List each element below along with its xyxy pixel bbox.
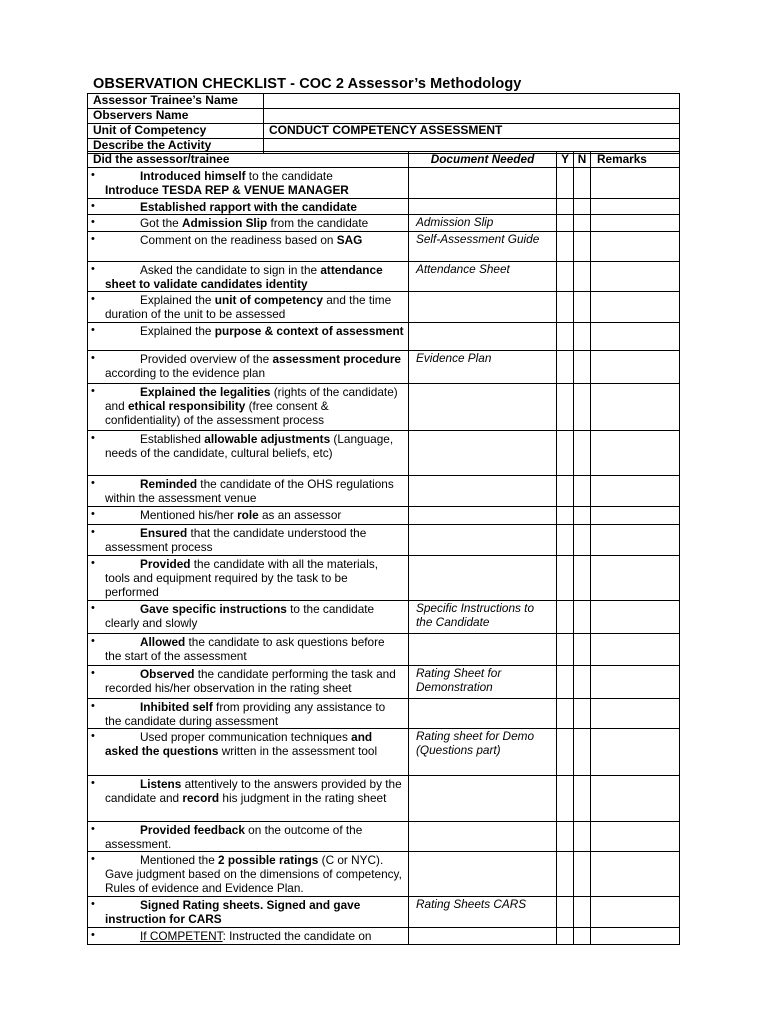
bullet-icon: • <box>91 293 95 305</box>
yes-checkbox-cell[interactable] <box>557 431 574 476</box>
yes-checkbox-cell[interactable] <box>557 776 574 822</box>
checklist-item-text: • Reminded the candidate of the OHS regulations within the assessment venue <box>88 476 409 507</box>
unit-of-competency-value: CONDUCT COMPETENCY ASSESSMENT <box>264 124 680 139</box>
document-needed-cell <box>409 634 557 666</box>
no-checkbox-cell[interactable] <box>574 168 591 199</box>
checklist-item-text: • Listens attentively to the answers provided by the candidate and record his judgment in the rating sheet <box>88 776 409 822</box>
remarks-cell[interactable] <box>591 323 680 351</box>
checklist-item-text: • Ensured that the candidate understood the assessment process <box>88 525 409 556</box>
assessor-name-field[interactable] <box>264 94 680 109</box>
checklist-item-text: • Provided the candidate with all the materials, tools and equipment required by the task to be performed <box>88 556 409 601</box>
bullet-icon: • <box>91 777 95 789</box>
checklist-header-row <box>88 152 680 168</box>
no-checkbox-cell[interactable] <box>574 897 591 928</box>
remarks-cell[interactable] <box>591 928 680 945</box>
no-checkbox-cell[interactable] <box>574 476 591 507</box>
yes-checkbox-cell[interactable] <box>557 262 574 292</box>
info-row-unit <box>88 124 680 139</box>
remarks-cell[interactable] <box>591 199 680 215</box>
yes-checkbox-cell[interactable] <box>557 507 574 525</box>
yes-checkbox-cell[interactable] <box>557 323 574 351</box>
remarks-cell[interactable] <box>591 634 680 666</box>
bullet-icon: • <box>91 929 95 941</box>
bullet-icon: • <box>91 432 95 444</box>
remarks-cell[interactable] <box>591 699 680 729</box>
document-needed-cell: Rating Sheets CARS <box>409 897 557 928</box>
checklist-row <box>88 215 680 232</box>
checklist-item-text: • Established rapport with the candidate <box>88 199 409 215</box>
remarks-cell[interactable] <box>591 351 680 384</box>
yes-checkbox-cell[interactable] <box>557 525 574 556</box>
did-assessor-header: Did the assessor/trainee <box>88 152 409 168</box>
bullet-icon: • <box>91 233 95 245</box>
checklist-row <box>88 928 680 945</box>
checklist-item-text: • Used proper communication techniques and asked the questions written in the assessment tool <box>88 729 409 776</box>
checklist-row <box>88 556 680 601</box>
no-checkbox-cell[interactable] <box>574 215 591 232</box>
no-checkbox-cell[interactable] <box>574 852 591 897</box>
yes-checkbox-cell[interactable] <box>557 232 574 262</box>
yes-checkbox-cell[interactable] <box>557 199 574 215</box>
info-row-assessor <box>88 94 680 109</box>
yes-checkbox-cell[interactable] <box>557 476 574 507</box>
document-needed-cell <box>409 292 557 323</box>
no-checkbox-cell[interactable] <box>574 634 591 666</box>
bullet-icon: • <box>91 526 95 538</box>
yes-checkbox-cell[interactable] <box>557 897 574 928</box>
unit-of-competency-label: Unit of Competency <box>88 124 264 139</box>
checklist-row <box>88 384 680 431</box>
document-needed-cell: Specific Instructions to the Candidate <box>409 601 557 634</box>
document-needed-cell: Rating sheet for Demo (Questions part) <box>409 729 557 776</box>
checklist-item-text: • Signed Rating sheets. Signed and gave instruction for CARS <box>88 897 409 928</box>
yes-checkbox-cell[interactable] <box>557 351 574 384</box>
info-table <box>87 93 680 154</box>
document-needed-cell <box>409 168 557 199</box>
document-needed-cell: Rating Sheet for Demonstration <box>409 666 557 699</box>
remarks-cell[interactable] <box>591 168 680 199</box>
document-needed-cell <box>409 507 557 525</box>
no-checkbox-cell[interactable] <box>574 262 591 292</box>
bullet-icon: • <box>91 557 95 569</box>
checklist-item-text: • Explained the legalities (rights of the candidate) and ethical responsibility (free consent & confidentiality) of the assessment process <box>88 384 409 431</box>
bullet-icon: • <box>91 200 95 212</box>
yes-checkbox-cell[interactable] <box>557 699 574 729</box>
bullet-icon: • <box>91 169 95 181</box>
checklist-item-text: • Inhibited self from providing any assistance to the candidate during assessment <box>88 699 409 729</box>
checklist-item-text: • Mentioned the 2 possible ratings (C or NYC). Gave judgment based on the dimensions of competency, Rules of evidence and Evidence Plan. <box>88 852 409 897</box>
no-checkbox-cell[interactable] <box>574 431 591 476</box>
document-needed-header: Document Needed <box>409 152 557 168</box>
page-title: OBSERVATION CHECKLIST - COC 2 Assessor’s Methodology <box>93 76 522 92</box>
checklist-item-text: • Mentioned his/her role as an assessor <box>88 507 409 525</box>
no-checkbox-cell[interactable] <box>574 384 591 431</box>
checklist-table <box>87 151 680 945</box>
checklist-item-text: • Comment on the readiness based on SAG <box>88 232 409 262</box>
bullet-icon: • <box>91 823 95 835</box>
remarks-cell[interactable] <box>591 729 680 776</box>
checklist-row <box>88 634 680 666</box>
checklist-item-text: • Allowed the candidate to ask questions before the start of the assessment <box>88 634 409 666</box>
bullet-icon: • <box>91 385 95 397</box>
yes-checkbox-cell[interactable] <box>557 852 574 897</box>
remarks-cell[interactable] <box>591 822 680 852</box>
remarks-cell[interactable] <box>591 776 680 822</box>
yes-checkbox-cell[interactable] <box>557 666 574 699</box>
checklist-row <box>88 232 680 262</box>
bullet-icon: • <box>91 700 95 712</box>
checklist-item-text: • Introduced himself to the candidate Introduce TESDA REP & VENUE MANAGER <box>88 168 409 199</box>
document-needed-cell: Evidence Plan <box>409 351 557 384</box>
document-needed-cell <box>409 776 557 822</box>
bullet-icon: • <box>91 216 95 228</box>
no-checkbox-cell[interactable] <box>574 351 591 384</box>
no-checkbox-cell[interactable] <box>574 199 591 215</box>
checklist-row <box>88 351 680 384</box>
remarks-cell[interactable] <box>591 525 680 556</box>
document-needed-cell <box>409 525 557 556</box>
bullet-icon: • <box>91 853 95 865</box>
yes-checkbox-cell[interactable] <box>557 292 574 323</box>
checklist-row <box>88 507 680 525</box>
checklist-item-text: • Observed the candidate performing the task and recorded his/her observation in the rating sheet <box>88 666 409 699</box>
bullet-icon: • <box>91 324 95 336</box>
no-checkbox-cell[interactable] <box>574 699 591 729</box>
no-checkbox-cell[interactable] <box>574 822 591 852</box>
checklist-item-text: • Explained the unit of competency and the time duration of the unit to be assessed <box>88 292 409 323</box>
document-needed-cell <box>409 384 557 431</box>
document-needed-cell <box>409 852 557 897</box>
checklist-item-text: • Asked the candidate to sign in the attendance sheet to validate candidates identity <box>88 262 409 292</box>
remarks-cell[interactable] <box>591 215 680 232</box>
yes-checkbox-cell[interactable] <box>557 634 574 666</box>
checklist-item-text: • Established allowable adjustments (Language, needs of the candidate, cultural beliefs, etc) <box>88 431 409 476</box>
checklist-row <box>88 168 680 199</box>
checklist-row <box>88 699 680 729</box>
yes-checkbox-cell[interactable] <box>557 601 574 634</box>
no-checkbox-cell[interactable] <box>574 507 591 525</box>
remarks-header: Remarks <box>591 152 680 168</box>
document-needed-cell <box>409 556 557 601</box>
yes-checkbox-cell[interactable] <box>557 729 574 776</box>
yes-checkbox-cell[interactable] <box>557 822 574 852</box>
checklist-row <box>88 897 680 928</box>
checklist-row <box>88 601 680 634</box>
remarks-cell[interactable] <box>591 384 680 431</box>
bullet-icon: • <box>91 477 95 489</box>
yes-header: Y <box>557 152 574 168</box>
checklist-item-text: • Gave specific instructions to the candidate clearly and slowly <box>88 601 409 634</box>
document-needed-cell <box>409 199 557 215</box>
bullet-icon: • <box>91 352 95 364</box>
yes-checkbox-cell[interactable] <box>557 384 574 431</box>
document-needed-cell <box>409 822 557 852</box>
checklist-row <box>88 476 680 507</box>
document-needed-cell <box>409 431 557 476</box>
checklist-row <box>88 729 680 776</box>
document-needed-cell: Admission Slip <box>409 215 557 232</box>
checklist-row <box>88 292 680 323</box>
bullet-icon: • <box>91 602 95 614</box>
checklist-item-text: • If COMPETENT: Instructed the candidate on <box>88 928 409 945</box>
checklist-row <box>88 852 680 897</box>
no-checkbox-cell[interactable] <box>574 666 591 699</box>
document-needed-cell: Self-Assessment Guide <box>409 232 557 262</box>
document-needed-cell <box>409 928 557 945</box>
no-checkbox-cell[interactable] <box>574 292 591 323</box>
checklist-row <box>88 822 680 852</box>
document-needed-cell <box>409 476 557 507</box>
no-checkbox-cell[interactable] <box>574 928 591 945</box>
remarks-cell[interactable] <box>591 292 680 323</box>
no-checkbox-cell[interactable] <box>574 556 591 601</box>
document-needed-cell: Attendance Sheet <box>409 262 557 292</box>
remarks-cell[interactable] <box>591 556 680 601</box>
document-needed-cell <box>409 699 557 729</box>
bullet-icon: • <box>91 635 95 647</box>
checklist-row <box>88 776 680 822</box>
checklist-item-text: • Got the Admission Slip from the candidate <box>88 215 409 232</box>
remarks-cell[interactable] <box>591 507 680 525</box>
bullet-icon: • <box>91 508 95 520</box>
yes-checkbox-cell[interactable] <box>557 556 574 601</box>
no-checkbox-cell[interactable] <box>574 601 591 634</box>
checklist-item-text: • Explained the purpose & context of assessment <box>88 323 409 351</box>
assessor-name-label: Assessor Trainee’s Name <box>88 94 264 109</box>
document-needed-cell <box>409 323 557 351</box>
checklist-item-text: • Provided feedback on the outcome of the assessment. <box>88 822 409 852</box>
remarks-cell[interactable] <box>591 262 680 292</box>
no-header: N <box>574 152 591 168</box>
yes-checkbox-cell[interactable] <box>557 928 574 945</box>
remarks-cell[interactable] <box>591 897 680 928</box>
checklist-row <box>88 525 680 556</box>
remarks-cell[interactable] <box>591 852 680 897</box>
checklist-item-text: • Provided overview of the assessment procedure according to the evidence plan <box>88 351 409 384</box>
yes-checkbox-cell[interactable] <box>557 168 574 199</box>
observers-name-field[interactable] <box>264 109 680 124</box>
remarks-cell[interactable] <box>591 666 680 699</box>
describe-activity-label: Describe the Activity <box>88 139 264 154</box>
remarks-cell[interactable] <box>591 431 680 476</box>
checklist-row <box>88 666 680 699</box>
remarks-cell[interactable] <box>591 601 680 634</box>
bullet-icon: • <box>91 730 95 742</box>
remarks-cell[interactable] <box>591 476 680 507</box>
no-checkbox-cell[interactable] <box>574 729 591 776</box>
remarks-cell[interactable] <box>591 232 680 262</box>
observers-name-label: Observers Name <box>88 109 264 124</box>
checklist-row <box>88 323 680 351</box>
checklist-row <box>88 431 680 476</box>
no-checkbox-cell[interactable] <box>574 323 591 351</box>
no-checkbox-cell[interactable] <box>574 232 591 262</box>
no-checkbox-cell[interactable] <box>574 776 591 822</box>
bullet-icon: • <box>91 263 95 275</box>
checklist-row <box>88 199 680 215</box>
bullet-icon: • <box>91 898 95 910</box>
no-checkbox-cell[interactable] <box>574 525 591 556</box>
checklist-row <box>88 262 680 292</box>
bullet-icon: • <box>91 667 95 679</box>
info-row-observers <box>88 109 680 124</box>
yes-checkbox-cell[interactable] <box>557 215 574 232</box>
